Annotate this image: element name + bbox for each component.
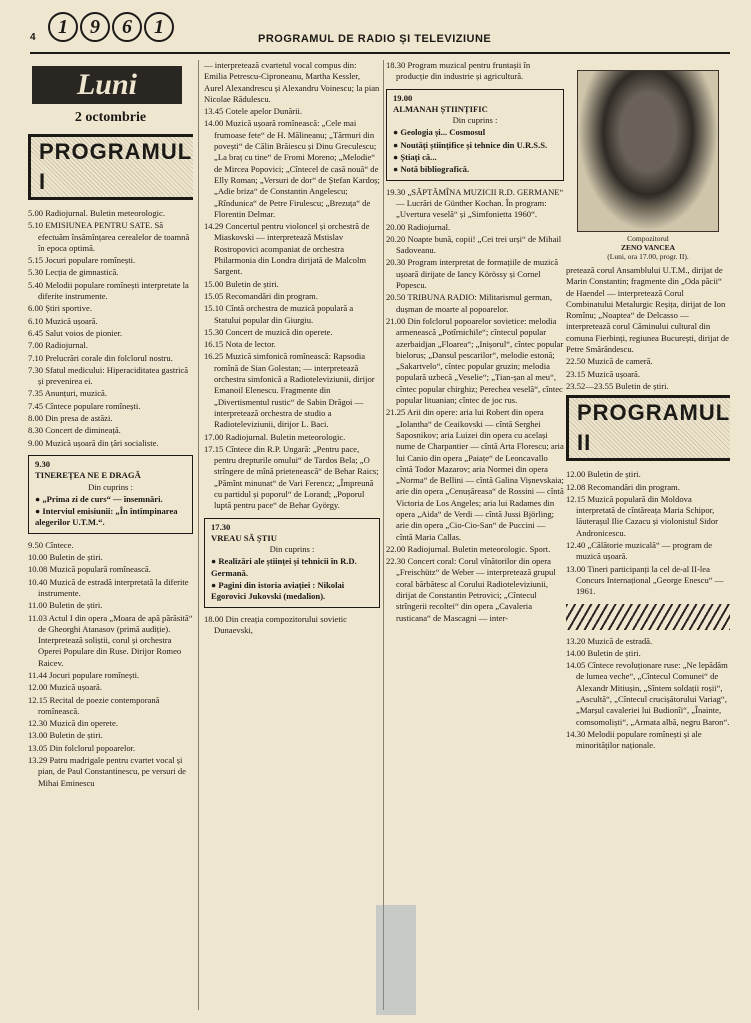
program-entry: 21.00 Din folclorul popoarelor sovietice: melodia armenească „Potîrnichile“; cîntecul popular azerbaidjan „Floarea“; „Inișorul“, cîntec popular bielorus; „Dansul pescarilor“, melodie estonă; „Sakartvelo“, cîntec popular gruzin; melodia populară uzbecă „Veselie“; „Tian-șan al meu“, cîntec popular chirghiz; Perechea veselă“, cîntec popular lituanian; cîntec de joc rus.: [386, 315, 564, 406]
program-entry: 10.00 Buletin de știri.: [28, 552, 103, 563]
program-entry: 22.00 Radiojurnal. Buletin meteorologic. Sport.: [386, 543, 551, 554]
program-entry: 12.00 Buletin de știri.: [566, 469, 641, 480]
program-entry: 18.00 Din creația compozitorului sovietic Dunaevski,: [204, 613, 347, 635]
program-entry: 12.08 Recomandări din program.: [566, 481, 680, 492]
program-entry: 21.25 Arii din opere: aria lui Robert din opera „Iolantha“ de Ceaikovski — cîntă Serghei Saposnikov; aria Luizei din opera cu același nume de Charpantier — cîntă Arta Florescu; aria lui Canio din opera „Paiațe“ de Leoncavallo cîntă Todor Mazarov; aria Normei din opera „Norma“ de Bellini — cîntă Galina Vișnevskaia; arie din opera „Cenușăreasa“ de Rossini — cîntă Victoria de Los Angeles; aria lui Radames din opera „Aida“ de Verdi — cîntă Jussi Björling; arie din opera „Cio-Cio-San“ de Puccini — cîntă Maria Callas.: [386, 407, 564, 542]
header-rule: [30, 52, 730, 54]
box-item: ● Interviul emisiunii: „În întîmpinarea alegerilor U.T.M.“.: [35, 506, 178, 528]
program-entry: 14.00 Muzică ușoară romînească: „Cele mai frumoase fete“ de H. Mălineanu; „Tărmuri din povești“ de Călin Brăiescu și Dinu Greculescu; „La braț cu tine“ de Fromi Moreno; „Melodie“ de Mircea Popovici; „Cîntecel de casă nouă“ de Elly Roman; „Versuri de dor“ de Ștefan Kardoș; „Adie briza“ de Constantin Angelescu; „Rîndunica“ de Petre Firulescu; „Brezuța“ de Florentin Delmar.: [204, 118, 380, 219]
program-entry: 20.30 Program interpretat de formațiile de muzică ușoară dirijate de Iancy Körössy și Cornel Popescu.: [386, 257, 559, 291]
program-entry: 13.29 Patru madrigale pentru cvartet vocal și pian, de Paul Constantinescu, pe versuri de Mihai Eminescu: [28, 755, 186, 788]
program-entry: 9.00 Muzică ușoară din țări socialiste.: [28, 437, 159, 448]
page-header: [30, 8, 730, 52]
program-entry: 12.15 Recital de poezie contemporană romînească.: [28, 694, 160, 716]
program-entry: 12.15 Muzică populară din Moldova interpretată de cîntăreața Maria Schipor, lăuterașul Ilie Cazacu și violonistul Sidor Andronicescu.: [566, 493, 719, 538]
box-item: ● Realizări ale științei și tehnicii în R.D. Germană.: [211, 556, 357, 578]
column-4: [566, 60, 730, 1015]
program-entry: 15.05 Recomandări din program.: [204, 290, 318, 301]
program-entry: 10.40 Muzică de estradă interpretată la diferite instrumente.: [28, 576, 189, 598]
program-entry: 10.08 Muzică populară romînească.: [28, 564, 151, 575]
program-entry: 5.00 Radiojurnal. Buletin meteorologic.: [28, 208, 165, 218]
box-subtitle: Din cuprins :: [88, 481, 133, 492]
year-digit: 9: [80, 12, 110, 42]
program-entry: 5.10 EMISIUNEA PENTRU SATE. Să efectuăm însămînțarea cerealelor de toamnă în epoca optimă.: [28, 220, 190, 253]
program-entry: 17.00 Radiojurnal. Buletin meteorologic.: [204, 431, 346, 442]
program-entry: 6.45 Salut voios de pionier.: [28, 327, 123, 338]
box-item: ● Geologia și... Cosmosul: [393, 127, 486, 138]
program-entry: 14.30 Melodii populare romînești și ale minorităților naționale.: [566, 728, 702, 751]
program-entry: 18.30 Program muzical pentru fruntașii în producție din industrie și agricultură.: [386, 60, 531, 82]
program-entry: 5.40 Melodii populare romînești interpretate la diferite instrumente.: [28, 279, 189, 302]
year-digit: 6: [112, 12, 142, 42]
program-entry: 19.30 „SĂPTĂMÎNA MUZICII R.D. GERMANE“ — Lucrări de Günther Kochan. În program: „Uvertura veselă“ și „Simfonietta 1960“.: [386, 186, 564, 220]
program-2-banner: PROGRAMUL II: [566, 395, 730, 461]
year-badge: [48, 12, 174, 42]
year-digit: 1: [48, 12, 78, 42]
box-item: ● Știați că...: [393, 152, 437, 163]
program-entry: 14.29 Concertul pentru violoncel și orchestră de Miaskovski — interpretează Mstislav Rostropovici acompaniat de orchestra Philarmonia din Londra dirijată de Malcolm Sargent.: [204, 221, 370, 277]
program-entry: 7.30 Sfatul medicului: Hiperaciditatea gastrică și prevenirea ei.: [28, 364, 189, 387]
continued-text: — interpretează cvartetul vocal compus din: Emilia Petrescu-Ciproneanu, Martha Kessler, Aurel Alexandrescu și Alexandru Voinescu; la pian Nicolae Rădulescu.: [204, 60, 380, 104]
column-3: [386, 60, 564, 1015]
program-entry: 14.05 Cîntece revoluționare ruse: „Ne lepădăm de lumea veche“, „Cîntecul Comunei“ de Alexandr Mitiușin, „Sîntem soldații roșii“, „Ascultă“, „Cîntecul crucișătorului Variag“, „Marșul cavaleriei lui Budionîi“, „Înainte, comsomoliști“, „Armata albă, negru Baron“.: [566, 660, 730, 727]
box-title: VREAU SĂ ȘTIU: [211, 532, 277, 543]
library-stamp: [376, 905, 416, 1015]
box-subtitle: Din cuprins :: [269, 544, 315, 555]
box-time: 9.30: [35, 458, 51, 469]
program-entry: 13.05 Din folclorul popoarelor.: [28, 742, 136, 753]
box-time: 17.30: [211, 521, 231, 532]
program-box: [28, 455, 193, 534]
publication-title: PROGRAMUL DE RADIO ȘI TELEVIZIUNE: [258, 33, 492, 45]
program-entry: 9.50 Cîntece.: [28, 539, 74, 550]
date-heading: 2 octombrie: [74, 110, 147, 125]
box-subtitle: Din cuprins :: [452, 115, 498, 126]
program-entry: 13.20 Muzică de estradă.: [566, 635, 653, 646]
program-box: [386, 89, 564, 181]
program-entry: 22.50 Muzică de cameră.: [566, 356, 653, 367]
page-number: 4: [30, 32, 36, 43]
program-entry: 12.30 Muzică din operete.: [28, 718, 118, 729]
program-entry: 13.00 Buletin de știri.: [28, 730, 103, 741]
program-entry: 14.00 Buletin de știri.: [566, 647, 641, 658]
flowers-illustration: [566, 604, 730, 630]
program-entry: 13.45 Cotele apelor Dunării.: [204, 106, 303, 117]
program-entry: 23.15 Muzică ușoară.: [566, 368, 640, 379]
program-entry: 15.00 Buletin de știri.: [204, 278, 279, 289]
box-title: ALMANAH ȘTIINȚIFIC: [393, 103, 488, 114]
program-entry: 12.40 „Călătorie muzicală“ — program de muzică ușoară.: [566, 540, 713, 562]
box-title: TINEREȚEA NE E DRAGĂ: [35, 470, 141, 481]
program-entry: 7.45 Cîntece populare romînești.: [28, 400, 141, 411]
program-entry: 5.30 Lecția de gimnastică.: [28, 267, 119, 278]
box-item: ● „Prima zi de curs“ — însemnări.: [35, 493, 163, 504]
box-item: ● Notă bibliografică.: [393, 164, 470, 175]
composer-photo: [577, 70, 719, 232]
program-entry: 15.10 Cîntă orchestra de muzică populară a Statului popular din Giurgiu.: [204, 303, 354, 325]
column-divider: [198, 60, 199, 1010]
day-banner: Luni: [32, 66, 182, 104]
program-entry: 23.52—23.55 Buletin de știri.: [566, 380, 669, 391]
program-entry: 22.30 Concert coral: Corul vînătorilor din opera „Freischütz“ de Weber — interpretează grupul coral bărbătesc al Corului Radioteleviziunii, dirijat de Constantin Petrovici; „Cîntecul strîngerii recoltei“ din opera „Cavaleria rusticana“ de Mascagni — inter-: [386, 556, 556, 623]
program-entry: 13.00 Tineri participanți la cel de-al II-lea Concurs Internațional „George Enescu“ — 1961.: [566, 563, 724, 597]
program-entry: 11.03 Actul I din opera „Moara de apă părăsită“ de Gheorghi Atanasov (primă audiție). Interpretează soliștii, corul și orchestra Operei Populare din Ruse. Dirijor Romeo Raicev.: [28, 612, 193, 668]
program-entry: 12.00 Muzică ușoară.: [28, 682, 102, 693]
program-entry: 8.30 Concert de dimineață.: [28, 425, 121, 436]
program-entry: 6.10 Muzică ușoară.: [28, 315, 98, 326]
program-box: [204, 518, 380, 608]
year-digit: 1: [144, 12, 174, 42]
program-entry: 11.00 Buletin de știri.: [28, 600, 103, 611]
box-item: ● Noutăți științifice și tehnice din U.R.S.S.: [393, 139, 548, 150]
program-entry: 17.15 Cîntece din R.P. Ungară: „Pentru pace, pentru drepturile omului“ de Tardos Bela; „O strîngere de mînă prietenească“ de Behar Raics; „Pămînt minunat“ de Vari Ferencz; „Împreună cu partidul și poporul“ de Lorand; „Poporul luptă pentru pace“ de Behar György.: [204, 443, 379, 511]
box-time: 19.00: [393, 92, 413, 103]
program-entry: 20.20 Noapte bună, copii! „Cei trei urși“ de Mihail Sadoveanu.: [386, 233, 562, 256]
program-entry: 20.00 Radiojurnal.: [386, 221, 451, 232]
program-entry: 7.35 Anunțuri, muzică.: [28, 388, 108, 399]
program-entry: 7.10 Prelucrări corale din folclorul nostru.: [28, 352, 173, 363]
column-divider: [383, 60, 384, 1010]
column-1: [28, 60, 193, 1015]
program-entry: 11.44 Jocuri populare romînești.: [28, 669, 140, 680]
program-entry: 20.50 TRIBUNA RADIO: Militarismul german, dușman de moarte al popoarelor.: [386, 292, 552, 314]
program-entry: 5.15 Jocuri populare romînești.: [28, 255, 136, 266]
program-entry: 7.00 Radiojurnal.: [28, 340, 88, 351]
program-entry: 16.15 Nota de lector.: [204, 339, 276, 350]
program-entry: 6.00 Știri sportive.: [28, 303, 92, 314]
program-entry: 15.30 Concert de muzică din operete.: [204, 326, 333, 337]
box-item: ● Pagini din istoria aviației : Nikolai Egorovici Jukovski (medalion).: [211, 580, 345, 602]
program-1-banner: PROGRAMUL I: [28, 134, 193, 200]
program-entry: 8.00 Din presa de astăzi.: [28, 413, 113, 424]
continued-text: pretează corul Ansamblului U.T.M., dirijat de Marin Constantin; fragmente din „Oda păcii“ de Haendel — interpretează Corul Combinatului Metalurgic Reșița, dirijat de Ion Romînu; „Noaptea“ de Delcasso — interpretează corul Căminului cultural din comuna Fierbinți, regiunea București, dirijat de Petre Smărăndescu.: [566, 265, 729, 355]
column-2: [204, 60, 380, 1015]
program-entry: 16.25 Muzică simfonică romînească: Rapsodia romînă de Sian Golestan; — interpretează orchestra simfonică a Radioteleviziunii, dirijor Emanoil Elenescu. Fragmente din „Divertismentul rustic“ de Sabin Drăgoi — interpretează orchestra de studio a Radioteleviziunii, dirijor L. Baci.: [204, 351, 375, 430]
photo-caption: Compozitorul ZENO VANCEA (Luni, ora 17.00, progr. II).: [607, 234, 689, 261]
